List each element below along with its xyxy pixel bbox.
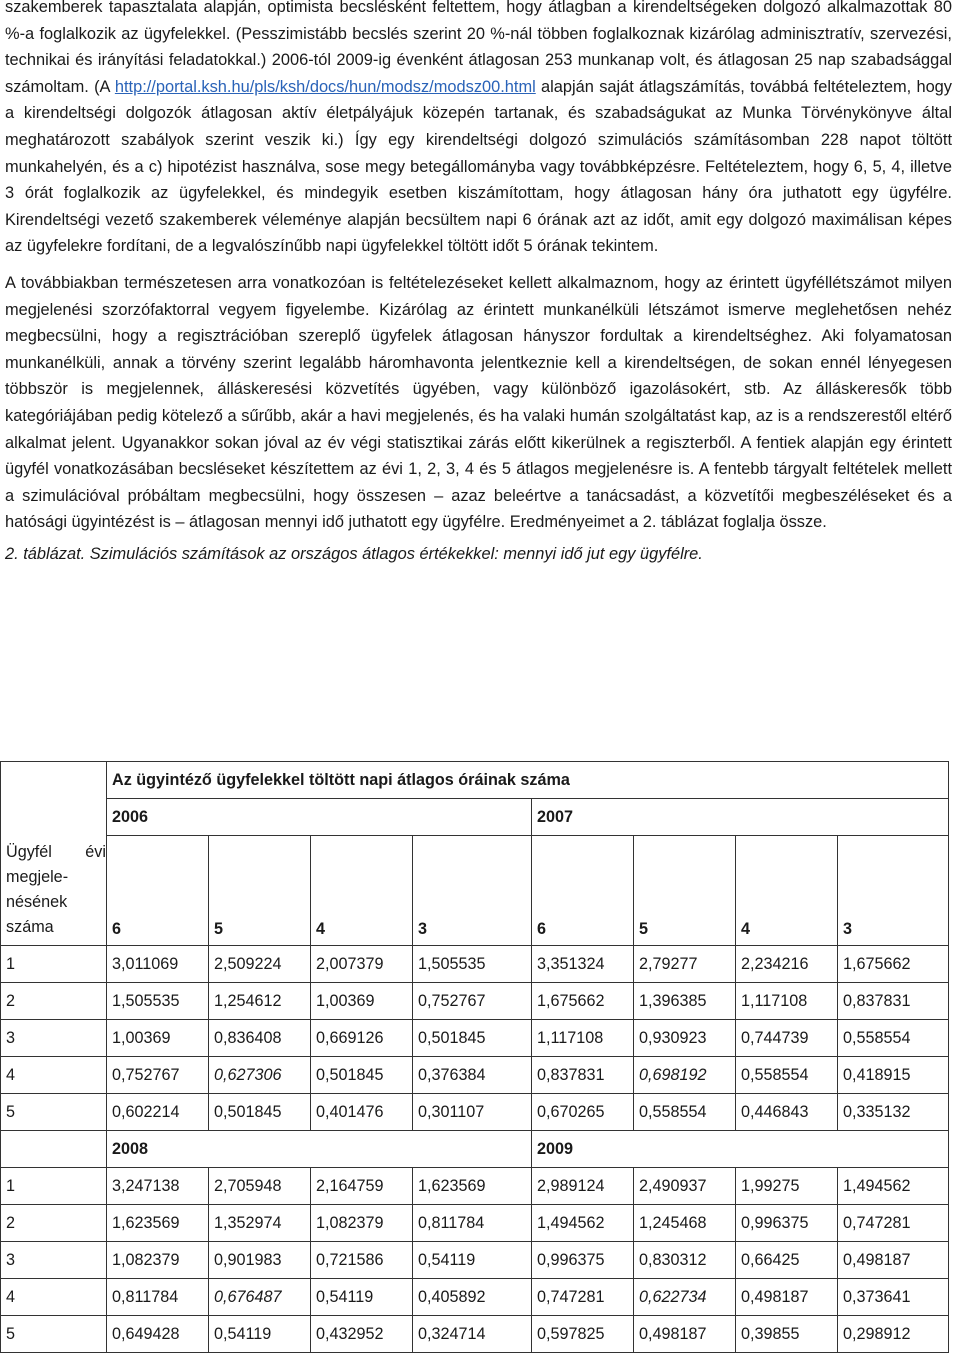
table-header-row-years (1, 799, 949, 836)
value-cell: 3,351324 (532, 946, 634, 983)
group-header-cell: Az ügyintéző ügyfelekkel töltött napi átlagos óráinak száma (107, 762, 949, 799)
hours-header-cell: 5 (634, 836, 736, 946)
value-cell: 1,623569 (413, 1168, 532, 1205)
value-cell: 1,99275 (736, 1168, 838, 1205)
value-cell: 0,335132 (838, 1094, 949, 1131)
value-cell: 0,501845 (209, 1094, 311, 1131)
hours-header-cell: 5 (209, 836, 311, 946)
value-cell: 0,747281 (532, 1279, 634, 1316)
value-cell: 0,747281 (838, 1205, 949, 1242)
value-cell: 0,622734 (634, 1279, 736, 1316)
value-cell: 2,007379 (311, 946, 413, 983)
value-cell: 0,418915 (838, 1057, 949, 1094)
value-cell: 1,623569 (107, 1205, 209, 1242)
value-cell: 0,669126 (311, 1020, 413, 1057)
table-header-row-hours (1, 836, 949, 946)
value-cell: 0,498187 (736, 1279, 838, 1316)
value-cell: 0,627306 (209, 1057, 311, 1094)
value-cell: 0,301107 (413, 1094, 532, 1131)
value-cell: 1,117108 (736, 983, 838, 1020)
value-cell: 3,011069 (107, 946, 209, 983)
value-cell: 0,432952 (311, 1316, 413, 1353)
table-body (1, 762, 949, 1353)
hours-header-cell: 3 (838, 836, 949, 946)
value-cell: 0,39855 (736, 1316, 838, 1353)
value-cell: 2,234216 (736, 946, 838, 983)
value-cell: 3,247138 (107, 1168, 209, 1205)
value-cell: 0,670265 (532, 1094, 634, 1131)
table-row (1, 1094, 949, 1131)
year-header-cell: 2009 (532, 1131, 949, 1168)
appearance-count-cell: 2 (1, 983, 107, 1020)
value-cell: 0,405892 (413, 1279, 532, 1316)
value-cell: 1,505535 (413, 946, 532, 983)
hours-header-cell: 6 (532, 836, 634, 946)
value-cell: 0,54119 (413, 1242, 532, 1279)
value-cell: 2,509224 (209, 946, 311, 983)
value-cell: 0,54119 (311, 1279, 413, 1316)
value-cell: 0,66425 (736, 1242, 838, 1279)
value-cell: 0,811784 (413, 1205, 532, 1242)
hours-header-cell: 4 (311, 836, 413, 946)
value-cell: 1,494562 (838, 1168, 949, 1205)
value-cell: 0,498187 (634, 1316, 736, 1353)
year-header-cell: 2008 (107, 1131, 532, 1168)
value-cell: 0,901983 (209, 1242, 311, 1279)
value-cell: 0,996375 (736, 1205, 838, 1242)
document-page (5, 0, 952, 567)
value-cell: 0,837831 (838, 983, 949, 1020)
value-cell: 0,498187 (838, 1242, 949, 1279)
year-header-2006: 2006 (107, 799, 532, 836)
stub-header-cell (1, 762, 107, 946)
value-cell: 0,752767 (107, 1057, 209, 1094)
appearance-count-cell: 5 (1, 1316, 107, 1353)
paragraph-1-text-a: szakemberek tapasztalata alapján, optimista becslésként feltettem, hogy átlagban a kirendeltségeken dolgozó alkalmazottak 80 %-a foglalkozik az ügyfelekkel. (Pesszimistább becslés szerint 20 %-nál többen foglalkoznak kizárólag adminisztratív, szervezési, technikai és irányítási feladatokkal.) 2006-tól 2009-ig évenként átlagosan 253 munkanap volt, és átlagosan 25 nap szabadsággal számoltam. (A (5, 0, 952, 96)
value-cell: 0,811784 (107, 1279, 209, 1316)
paragraph-1 (5, 0, 952, 260)
table-row (1, 1205, 949, 1242)
value-cell: 1,494562 (532, 1205, 634, 1242)
appearance-count-cell: 4 (1, 1057, 107, 1094)
paragraph-2: A továbbiakban természetesen arra vonatkozóan is feltételezéseket kellett alkalmaznom, hogy az érintett ügyféllétszámot milyen megjelenési szorzófaktorral vegyem figyelembe. Kizárólag az érintett munkanélküli létszámot ismerve meglehetősen nehéz megbecsülni, hogy a regisztrációban szereplő ügyfelek átlagosan hányszor fordultak a kirendeltséghez. Aki folyamatosan munkanélküli, annak a törvény szerint legalább háromhavonta jelentkeznie kell a kirendeltségen, de sokan ennél lényegesen többször is megjelennek, álláskeresési közvetítés ügyében, vagy különböző igazolásokért, stb. Az álláskeresők több kategóriájában pedig kötelező a sűrűbb, akár a havi megjelenés, és ha valaki humán szolgáltatást kap, az is a rendszerestől eltérő alkalmat jelent. Ugyanakkor sokan jóval az év végi statisztikai zárás előtt kikerülnek a regiszterből. A fentiek alapján egy érintett ügyfél vonatkozásában becsléseket készítettem az évi 1, 2, 3, 4 és 5 átlagos megjelenésre is. A fentebb tárgyalt feltételek mellett a szimulációval próbáltam megbecsülni, hogy összesen – azaz beleértve a tanácsadást, a közvetítői megbeszéléseket és a hatósági ügyintézést is – átlagosan mennyi idő juthatott egy ügyfélre. Eredményeimet a 2. táblázat foglalja össze. (5, 273, 952, 532)
value-cell: 2,164759 (311, 1168, 413, 1205)
value-cell: 2,79277 (634, 946, 736, 983)
value-cell: 0,376384 (413, 1057, 532, 1094)
value-cell: 1,505535 (107, 983, 209, 1020)
value-cell: 0,836408 (209, 1020, 311, 1057)
value-cell: 0,649428 (107, 1316, 209, 1353)
appearance-count-cell: 5 (1, 1094, 107, 1131)
table-caption (5, 541, 952, 567)
value-cell: 1,675662 (838, 946, 949, 983)
appearance-count-cell: 4 (1, 1279, 107, 1316)
value-cell: 1,082379 (107, 1242, 209, 1279)
table-header-row-group (1, 762, 949, 799)
value-cell: 0,830312 (634, 1242, 736, 1279)
value-cell: 0,744739 (736, 1020, 838, 1057)
table-row (1, 1057, 949, 1094)
value-cell: 1,082379 (311, 1205, 413, 1242)
value-cell: 0,602214 (107, 1094, 209, 1131)
value-cell: 1,117108 (532, 1020, 634, 1057)
table-row (1, 1168, 949, 1205)
value-cell: 0,298912 (838, 1316, 949, 1353)
value-cell: 0,698192 (634, 1057, 736, 1094)
value-cell: 0,401476 (311, 1094, 413, 1131)
appearance-count-cell: 3 (1, 1242, 107, 1279)
value-cell: 0,373641 (838, 1279, 949, 1316)
value-cell: 1,00369 (311, 983, 413, 1020)
ksh-link[interactable]: http://portal.ksh.hu/pls/ksh/docs/hun/modsz/modsz00.html (114, 77, 536, 96)
value-cell: 0,721586 (311, 1242, 413, 1279)
value-cell: 2,490937 (634, 1168, 736, 1205)
table-row (1, 1242, 949, 1279)
hours-header-cell: 4 (736, 836, 838, 946)
value-cell: 1,254612 (209, 983, 311, 1020)
year-header-2007: 2007 (532, 799, 949, 836)
hours-header-cell: 6 (107, 836, 209, 946)
value-cell: 2,705948 (209, 1168, 311, 1205)
table-caption-text: Szimulációs számítások az országos átlagos értékekkel: mennyi idő jut egy ügyfélre. (85, 544, 703, 563)
empty-cell (1, 1131, 107, 1168)
value-cell: 0,54119 (209, 1316, 311, 1353)
value-cell: 0,558554 (736, 1057, 838, 1094)
table-row (1, 1020, 949, 1057)
value-cell: 1,245468 (634, 1205, 736, 1242)
simulation-table (0, 761, 949, 1353)
appearance-count-cell: 1 (1, 1168, 107, 1205)
value-cell: 0,501845 (311, 1057, 413, 1094)
value-cell: 0,837831 (532, 1057, 634, 1094)
value-cell: 0,558554 (634, 1094, 736, 1131)
value-cell: 1,00369 (107, 1020, 209, 1057)
value-cell: 0,752767 (413, 983, 532, 1020)
value-cell: 0,501845 (413, 1020, 532, 1057)
value-cell: 0,996375 (532, 1242, 634, 1279)
value-cell: 2,989124 (532, 1168, 634, 1205)
value-cell: 0,558554 (838, 1020, 949, 1057)
value-cell: 0,930923 (634, 1020, 736, 1057)
hours-header-cell: 3 (413, 836, 532, 946)
value-cell: 0,446843 (736, 1094, 838, 1131)
value-cell: 0,597825 (532, 1316, 634, 1353)
value-cell: 1,675662 (532, 983, 634, 1020)
paragraph-1-text-b: alapján saját átlagszámítás, továbbá feltételeztem, hogy a kirendeltségi dolgozók átlagosan aktív életpályájuk közepén tartanak, és szabadságukat az Munka Törvénykönyve által meghatározott szabályok szerint veszik ki.) Így egy kirendeltségi dolgozó szimulációs számításomban 228 napot töltött munkahelyén, és a c) hipotézist használva, sose megy betegállományba vagy továbbképzésre. Feltételeztem, hogy 6, 5, 4, illetve 3 órát foglalkozik az ügyfelekkel, és mindegyik esetben kiszámítottam, hogy átlagosan hány óra juthatott egy ügyfélre. Kirendeltségi vezető szakemberek véleménye alapján becsültem napi 6 órának azt az időt, amit egy dolgozó maximálisan képes az ügyfelekre fordítani, de a legvalószínűbb napi ügyfelekkel töltött időt 5 órának tekintem. (5, 77, 952, 256)
value-cell: 0,324714 (413, 1316, 532, 1353)
table-row (1, 983, 949, 1020)
table-caption-number: 2. táblázat. (5, 544, 86, 563)
value-cell: 1,352974 (209, 1205, 311, 1242)
table-year-row (1, 1131, 949, 1168)
appearance-count-cell: 3 (1, 1020, 107, 1057)
table-row (1, 946, 949, 983)
table-row (1, 1279, 949, 1316)
stub-header-text: Ügyfél évi megjele-nésének száma (6, 843, 106, 936)
value-cell: 0,676487 (209, 1279, 311, 1316)
table-row (1, 1316, 949, 1353)
value-cell: 1,396385 (634, 983, 736, 1020)
appearance-count-cell: 2 (1, 1205, 107, 1242)
appearance-count-cell: 1 (1, 946, 107, 983)
